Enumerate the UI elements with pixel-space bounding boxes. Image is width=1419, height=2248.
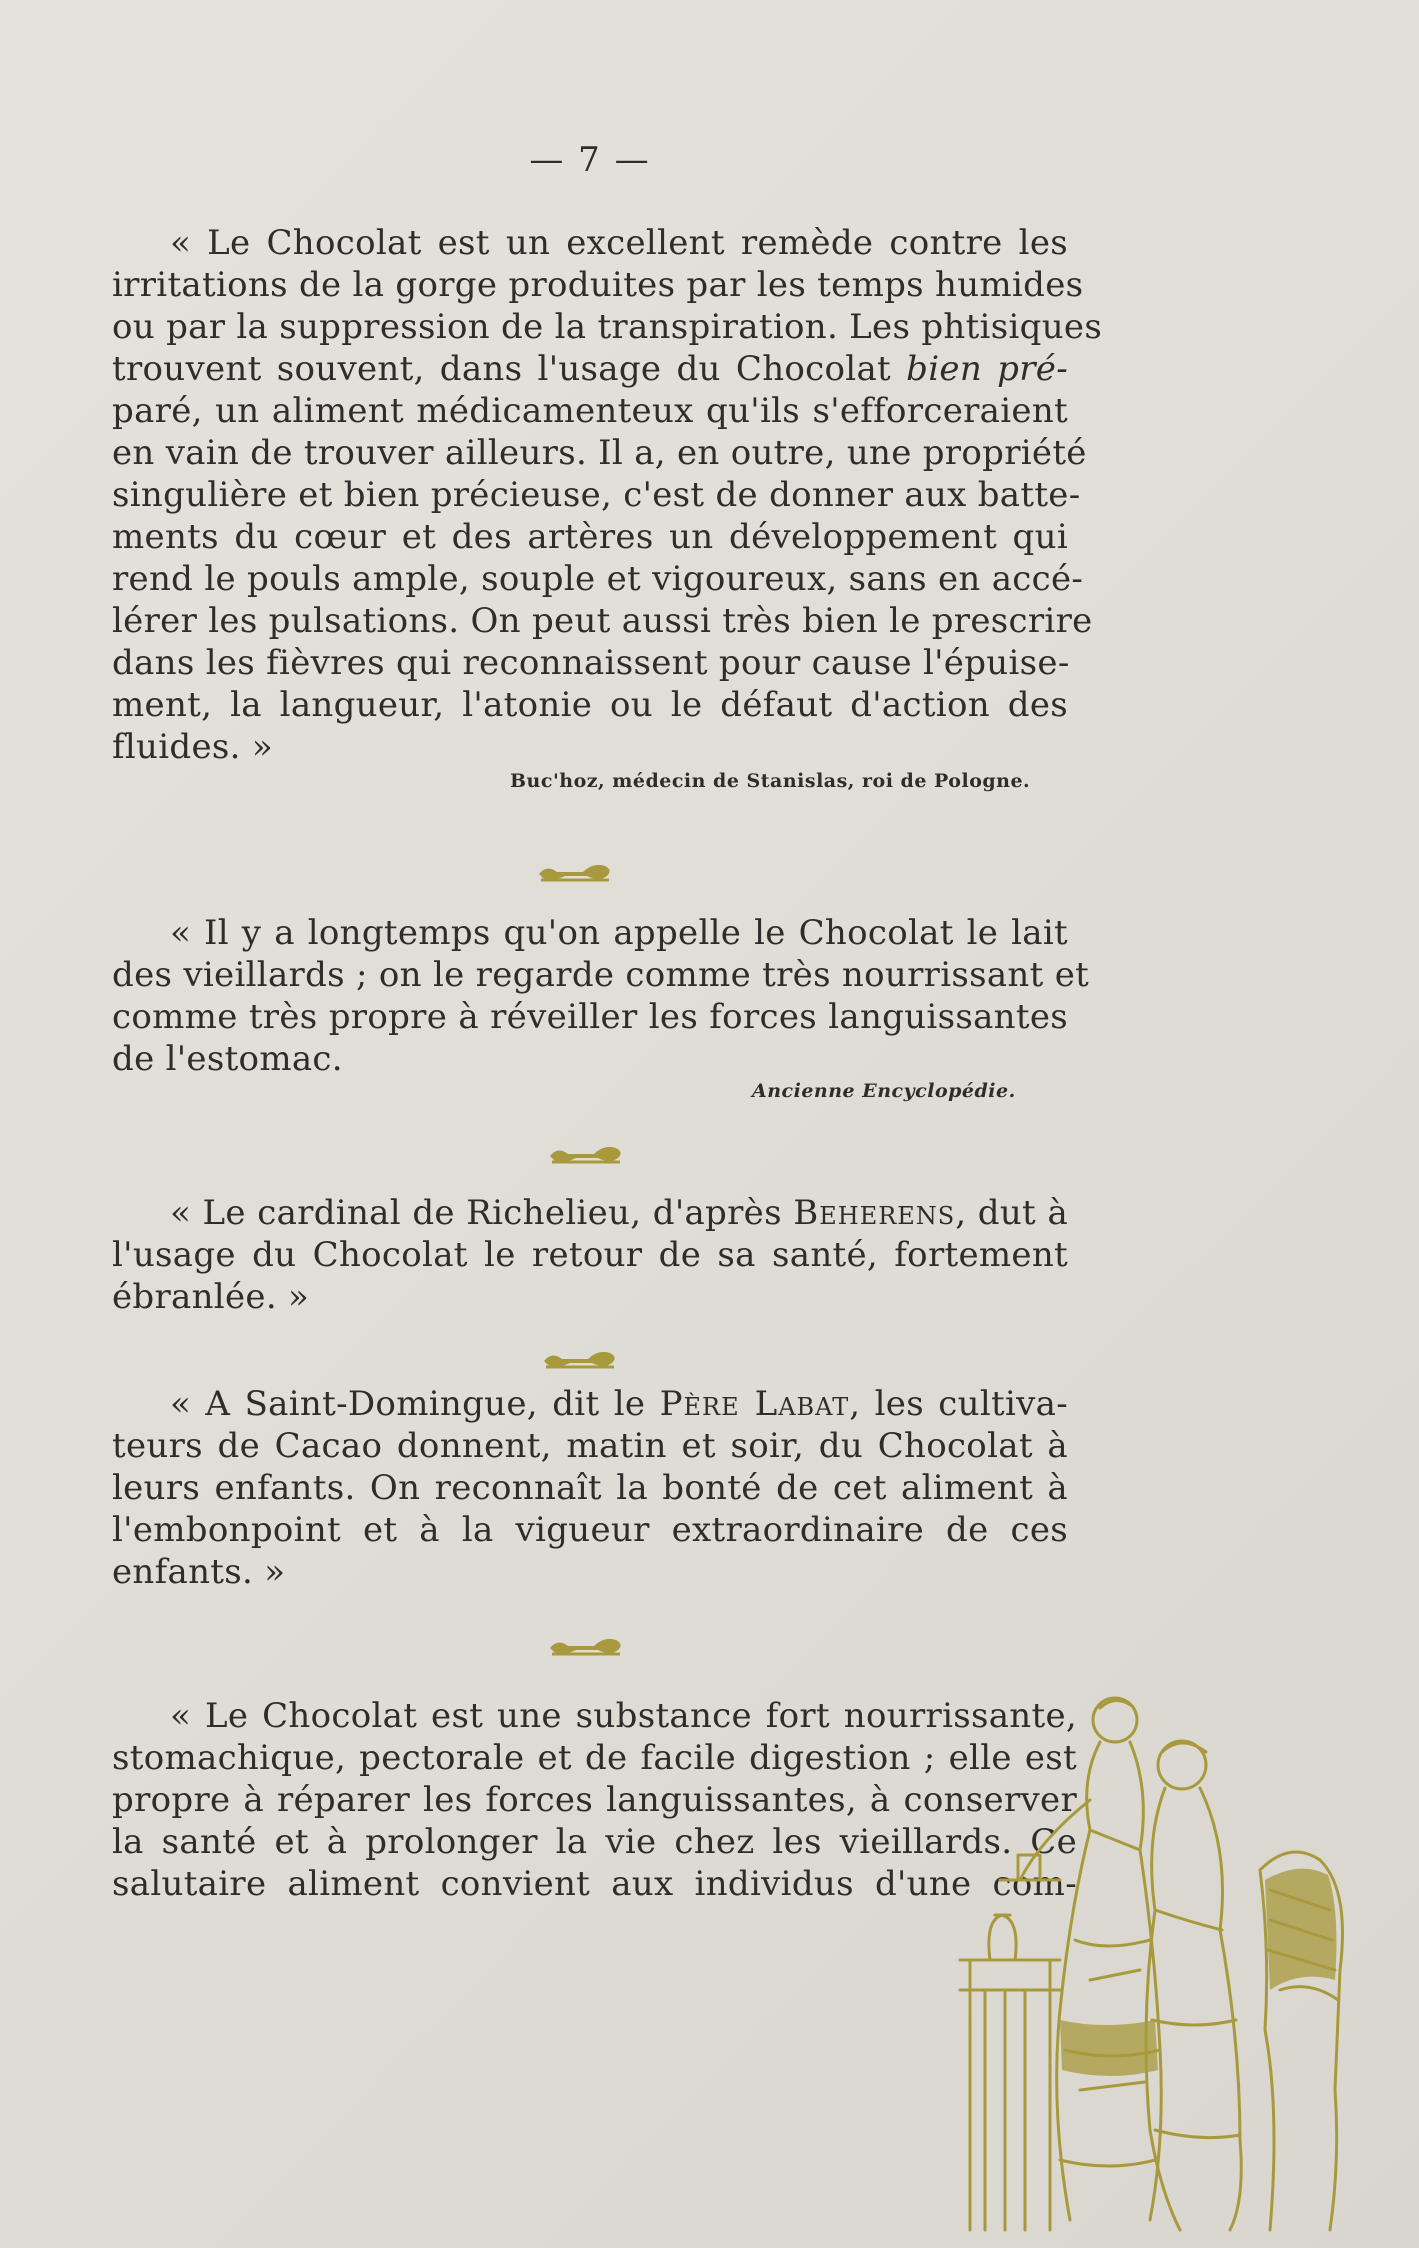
text-line: propre à réparer les forces languissantes, à conserver (112, 1780, 1077, 1820)
text-fragment: « A Saint-Domingue, dit le (170, 1384, 646, 1424)
text-line-with-italic (112, 348, 1068, 390)
ornament-flourish-icon (542, 1345, 618, 1371)
text-line: « Le Chocolat est une substance fort nourrissante, (170, 1696, 1077, 1736)
text-line: dans les fièvres qui reconnaissent pour cause l'épuise- (112, 643, 1070, 683)
attribution-encyclopedie: Ancienne Encyclopédie. (752, 1080, 1016, 1102)
text-fragment: , les cultiva- (849, 1384, 1068, 1424)
text-line: « Il y a longtemps qu'on appelle le Chocolat le lait (170, 913, 1068, 953)
text-fragment: trouvent souvent, dans l'usage du Chocolat (112, 349, 892, 389)
paragraph-buchoz (112, 222, 1103, 768)
text-line (112, 1383, 1068, 1425)
page-number: — 7 — (529, 140, 651, 180)
text-line: paré, un aliment médicamenteux qu'ils s'efforceraient (112, 391, 1068, 431)
paragraph-richelieu (112, 1192, 1068, 1318)
chocolate-serving-illustration (940, 1690, 1380, 2240)
author-name: Beherens (793, 1193, 956, 1233)
text-line: « Le Chocolat est un excellent remède contre les (170, 223, 1068, 263)
ornament-flourish-icon (537, 858, 613, 884)
text-line (112, 1192, 1068, 1234)
text-line: irritations de la gorge produites par les temps humides (112, 265, 1084, 305)
text-line: leurs enfants. On reconnaît la bonté de cet aliment à (112, 1468, 1068, 1508)
text-line: ment, la langueur, l'atonie ou le défaut d'action des (112, 685, 1068, 725)
paragraph-saint-domingue (112, 1383, 1068, 1593)
text-line: fluides. » (112, 727, 273, 767)
text-line: singulière et bien précieuse, c'est de donner aux batte- (112, 475, 1081, 515)
text-line: teurs de Cacao donnent, matin et soir, du Chocolat à (112, 1426, 1068, 1466)
ornament-flourish-icon (548, 1140, 624, 1166)
text-line: des vieillards ; on le regarde comme très nourrissant et (112, 955, 1090, 995)
text-fragment: , dut à (955, 1193, 1069, 1233)
text-line: ou par la suppression de la transpiration. Les phtisiques (112, 307, 1103, 347)
italic-fragment: bien pré- (906, 349, 1069, 389)
text-line: rend le pouls ample, souple et vigoureux, sans en accé- (112, 559, 1084, 599)
paragraph-substance (112, 1695, 1077, 1905)
text-line: l'usage du Chocolat le retour de sa santé, fortement (112, 1235, 1068, 1275)
text-line: en vain de trouver ailleurs. Il a, en outre, une propriété (112, 433, 1087, 473)
text-line: stomachique, pectorale et de facile digestion ; elle est (112, 1738, 1077, 1778)
text-fragment: « Le cardinal de Richelieu, d'après (170, 1193, 782, 1233)
text-line: salutaire aliment convient aux individus d'une com- (112, 1864, 1077, 1904)
text-line: la santé et à prolonger la vie chez les vieillards. Ce (112, 1822, 1077, 1862)
text-line: lérer les pulsations. On peut aussi très bien le prescrire (112, 601, 1093, 641)
attribution-buchoz: Buc'hoz, médecin de Stanislas, roi de Pologne. (510, 770, 1031, 792)
paragraph-encyclopedie (112, 912, 1090, 1080)
ornament-flourish-icon (548, 1632, 624, 1658)
text-line: l'embonpoint et à la vigueur extraordinaire de ces (112, 1510, 1068, 1550)
text-line: ments du cœur et des artères un développement qui (112, 517, 1068, 557)
text-line: de l'estomac. (112, 1039, 343, 1079)
text-line: comme très propre à réveiller les forces languissantes (112, 997, 1068, 1037)
author-name: Père Labat (659, 1384, 850, 1424)
text-line: ébranlée. » (112, 1277, 310, 1317)
text-line: enfants. » (112, 1552, 286, 1592)
